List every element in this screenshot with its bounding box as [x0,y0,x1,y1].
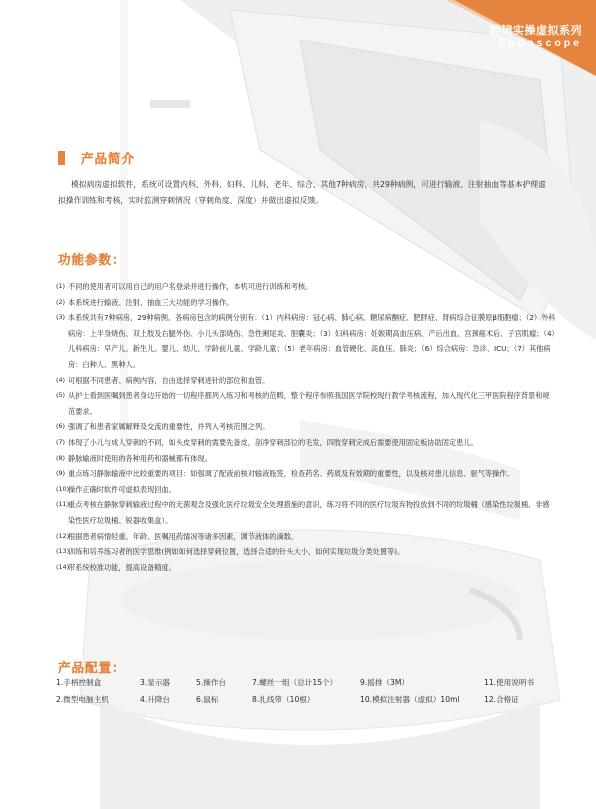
config-item: 2.微型电脑主机 [56,695,109,704]
brand-series-title: 腔镜实操虚拟系列 [490,24,582,37]
intro-heading: 产品简介 [81,151,136,166]
intro-heading-row [58,150,135,166]
list-item-text: 带系统校准功能，提高设备精度。 [68,562,176,572]
list-item [56,279,556,295]
config-item: 5.操作台 [196,678,227,687]
list-item [56,310,556,372]
list-item [56,529,556,545]
config-row [56,694,556,711]
list-item [56,419,556,435]
list-item-text: 根据患者病情轻重、年龄、医嘱用药情况等诸多因素，调节液体的滴数。 [68,531,299,541]
config-item: 10.模拟注射器（虚拟）10ml [360,695,460,704]
list-item [56,560,556,576]
brand-subtitle: Endoscope [498,37,582,49]
config-item: 3.显示器 [140,678,171,687]
list-item-text: 重点考核在静脉穿刺输液过程中的无菌观念及强化医疗垃圾安全处理措施的意识，练习将不同的医疗垃圾弃物投放到不同的垃圾桶（感染性垃圾桶、非感染性医疗垃圾桶、锐器收集盒）。 [68,500,550,525]
config-item: 9.摇排（3M） [360,678,410,687]
list-item [56,451,556,467]
config-table [56,677,556,711]
list-item-number: (1) [56,282,66,290]
list-item-number: (4) [56,375,66,384]
intro-paragraph: 模拟病房虚拟软件，系统可设置内科、外科、妇科、儿科、老年、综合、其他7种病房，共29种病例，可进行输液、注射抽血等基本护理虚拟操作训练和考核，实时监测穿刺情况（穿刺角度、深度）并做出虚拟反馈。 [58,180,546,205]
list-item-number: (3) [56,313,66,322]
list-item-text: 操作正确时软件可虚拟表现回血。 [68,484,176,494]
list-item-number: (9) [56,469,66,478]
config-item: 11.使用说明书 [484,678,535,687]
list-item-number: (12) [56,531,70,540]
list-item [56,482,556,498]
config-heading: 产品配置： [58,660,126,675]
list-item-text: 静脉输液时使用的各种用药和器械都有体现。 [68,453,212,463]
list-item-text: 重点练习静脉输液中比较重要的项目：如强调了配液前核对输液瓶签，检查药名、药质及有效期的重要性，以及核对患儿信息、驱气等操作。 [68,469,514,479]
list-item-number: (10) [56,484,70,493]
list-item-text: 可根据不同患者、病例内容，自由选择穿刺进针的部位和血管。 [68,375,270,385]
list-item-number: (11) [56,500,70,509]
list-item [56,388,556,419]
list-item-number: (5) [56,391,66,400]
config-item: 7.螺丝一组（总计15个） [252,678,338,687]
list-item [56,466,556,482]
list-item-text: 体现了小儿与成人穿刺的不同，如头皮穿刺的需要先备皮，剖净穿刺部位的毛发，四肢穿刺完成后需要使用固定板协助固定患儿。 [68,437,478,447]
list-item-number: (2) [56,297,66,306]
functions-list [56,279,556,575]
list-item-text: 训练和培养练习者的医学思维(例如如何选择穿刺位置，选择合适的针头大小，如何实现垃圾分类处置等)。 [68,547,405,557]
list-item-text: 本系统进行输液、注射、抽血三大功能的学习操作。 [68,297,234,307]
list-item [56,373,556,389]
list-item-text: 不同的使用者可以用自己的用户名登录并进行操作，本机可进行训练和考核。 [68,282,313,291]
list-item-text: 强调了和患者家属解释及交流的重要性，并列入考核范围之列。 [68,422,270,432]
config-item: 4.升降台 [140,695,171,704]
config-item: 12.合格证 [484,695,519,704]
config-item: 6.鼠标 [196,695,219,704]
list-item-number: (14) [56,562,70,571]
config-row [56,677,556,694]
list-item [56,544,556,560]
functions-heading: 功能参数： [58,252,126,267]
list-item-text: 从护士看到医嘱到患者身边开始的一切程序都列入练习和考核的范畴，整个程序参照我国医学院校现行教学考核流程，加入现代化三甲医院程序背景和规范要求。 [68,391,550,416]
list-item-number: (6) [56,422,66,431]
list-item-number: (13) [56,547,70,556]
list-item [56,497,556,528]
list-item-number: (7) [56,437,66,446]
list-item-number: (8) [56,453,66,462]
list-item [56,295,556,311]
list-item [56,435,556,451]
config-item: 1.手柄控制盒 [56,678,102,687]
intro-heading-marker [58,151,65,165]
list-item-text: 本系统共有7种病房，29种病例。各病房包含的病例分别有：（1）内科病房：冠心病、肺心病、糖尿病酮症、肥胖症、肾病综合征膜原β细胞瘤；（2）外科病房：上半身烧伤、双上肢及右腿外伤、小儿头部烧伤、急性阑尾炎、胆囊炎；（3）妇科病房：妊娠期高血压病、产后出血、宫颈癌术后、子宫肌瘤；（4）儿科病房：早产儿、新生儿、婴儿、幼儿、学龄前儿童、学龄儿童；（5）老年病房：血管硬化、高血压、肺炎；（6）综合病房：急诊、ICU；（7）其他病房：白种人、黑种人。 [68,313,556,369]
config-item: 8.扎线带（10根） [252,695,315,704]
